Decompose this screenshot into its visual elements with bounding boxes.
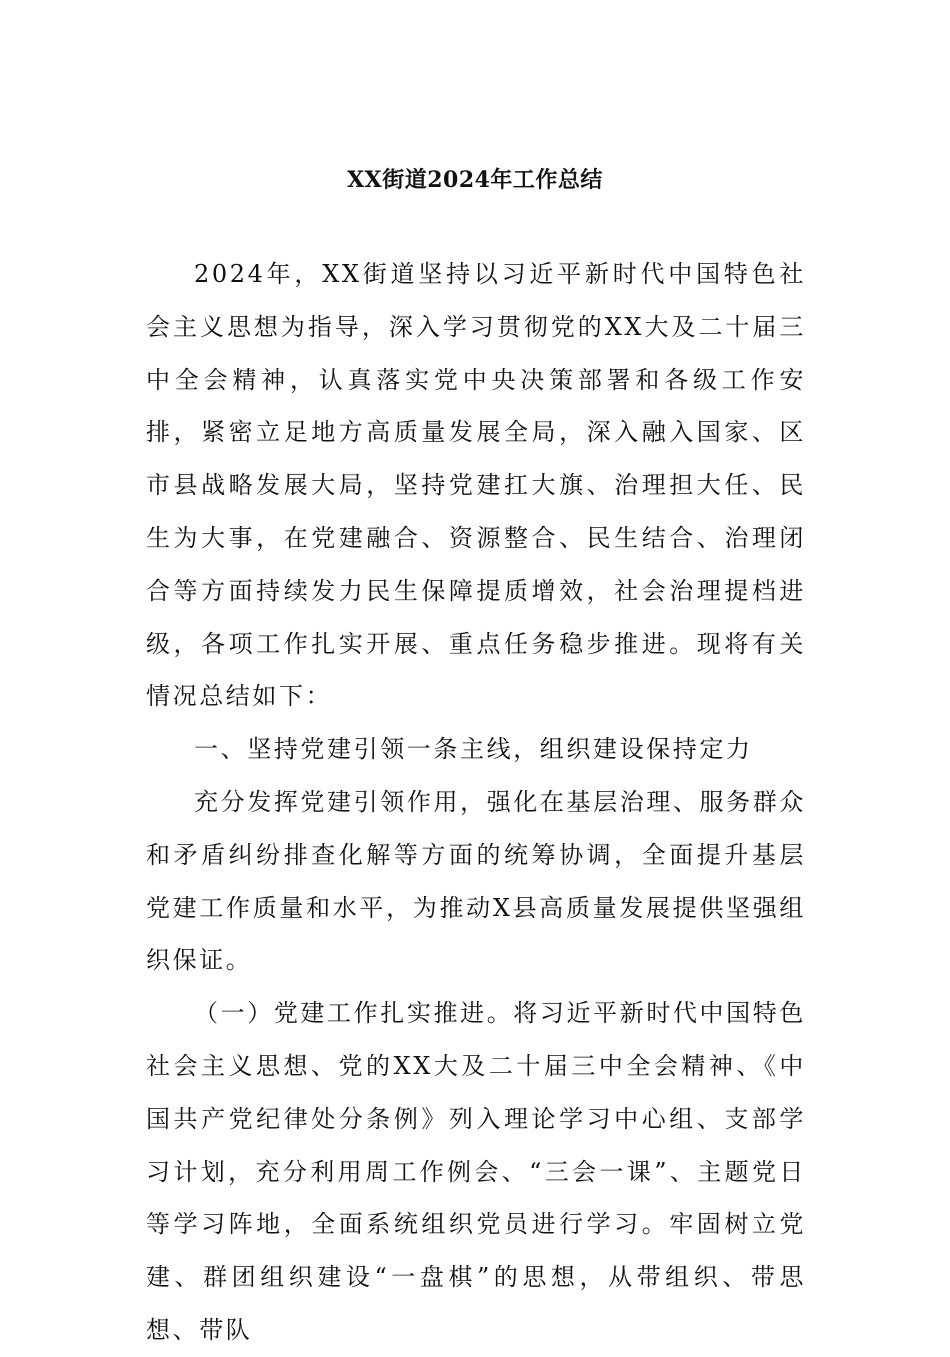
body-paragraph-section-1: 充分发挥党建引领作用，强化在基层治理、服务群众和矛盾纠纷排查化解等方面的统筹协调，全面提升基层党建工作质量和水平，为推动X县高质量发展提供坚强组织保证。 xyxy=(146,787,806,975)
document-body xyxy=(146,248,806,1357)
body-paragraph-subsection-1: （一）党建工作扎实推进。将习近平新时代中国特色社会主义思想、党的XX大及二十届三中全会精神、《中国共产党纪律处分条例》列入理论学习中心组、支部学习计划，充分利用周工作例会、“三会一课”、主题党日等学习阵地，全面系统组织党员进行学习。牢固树立党建、群团组织建设“一盘棋”的思想，从带组织、带思想、带队 xyxy=(146,999,806,1344)
document-title: XX街道2024年工作总结 xyxy=(347,167,603,193)
body-paragraph-intro: 2024年，XX街道坚持以习近平新时代中国特色社会主义思想为指导，深入学习贯彻党的XX大及二十届三中全会精神，认真落实党中央决策部署和各级工作安排，紧密立足地方高质量发展全局，深入融入国家、区市县战略发展大局，坚持党建扛大旗、治理担大任、民生为大事，在党建融合、资源整合、民生结合、治理闭合等方面持续发力民生保障提质增效，社会治理提档进级，各项工作扎实开展、重点任务稳步推进。现将有关情况总结如下： xyxy=(146,260,806,711)
section-heading-1: 一、坚持党建引领一条主线，组织建设保持定力 xyxy=(194,735,753,764)
